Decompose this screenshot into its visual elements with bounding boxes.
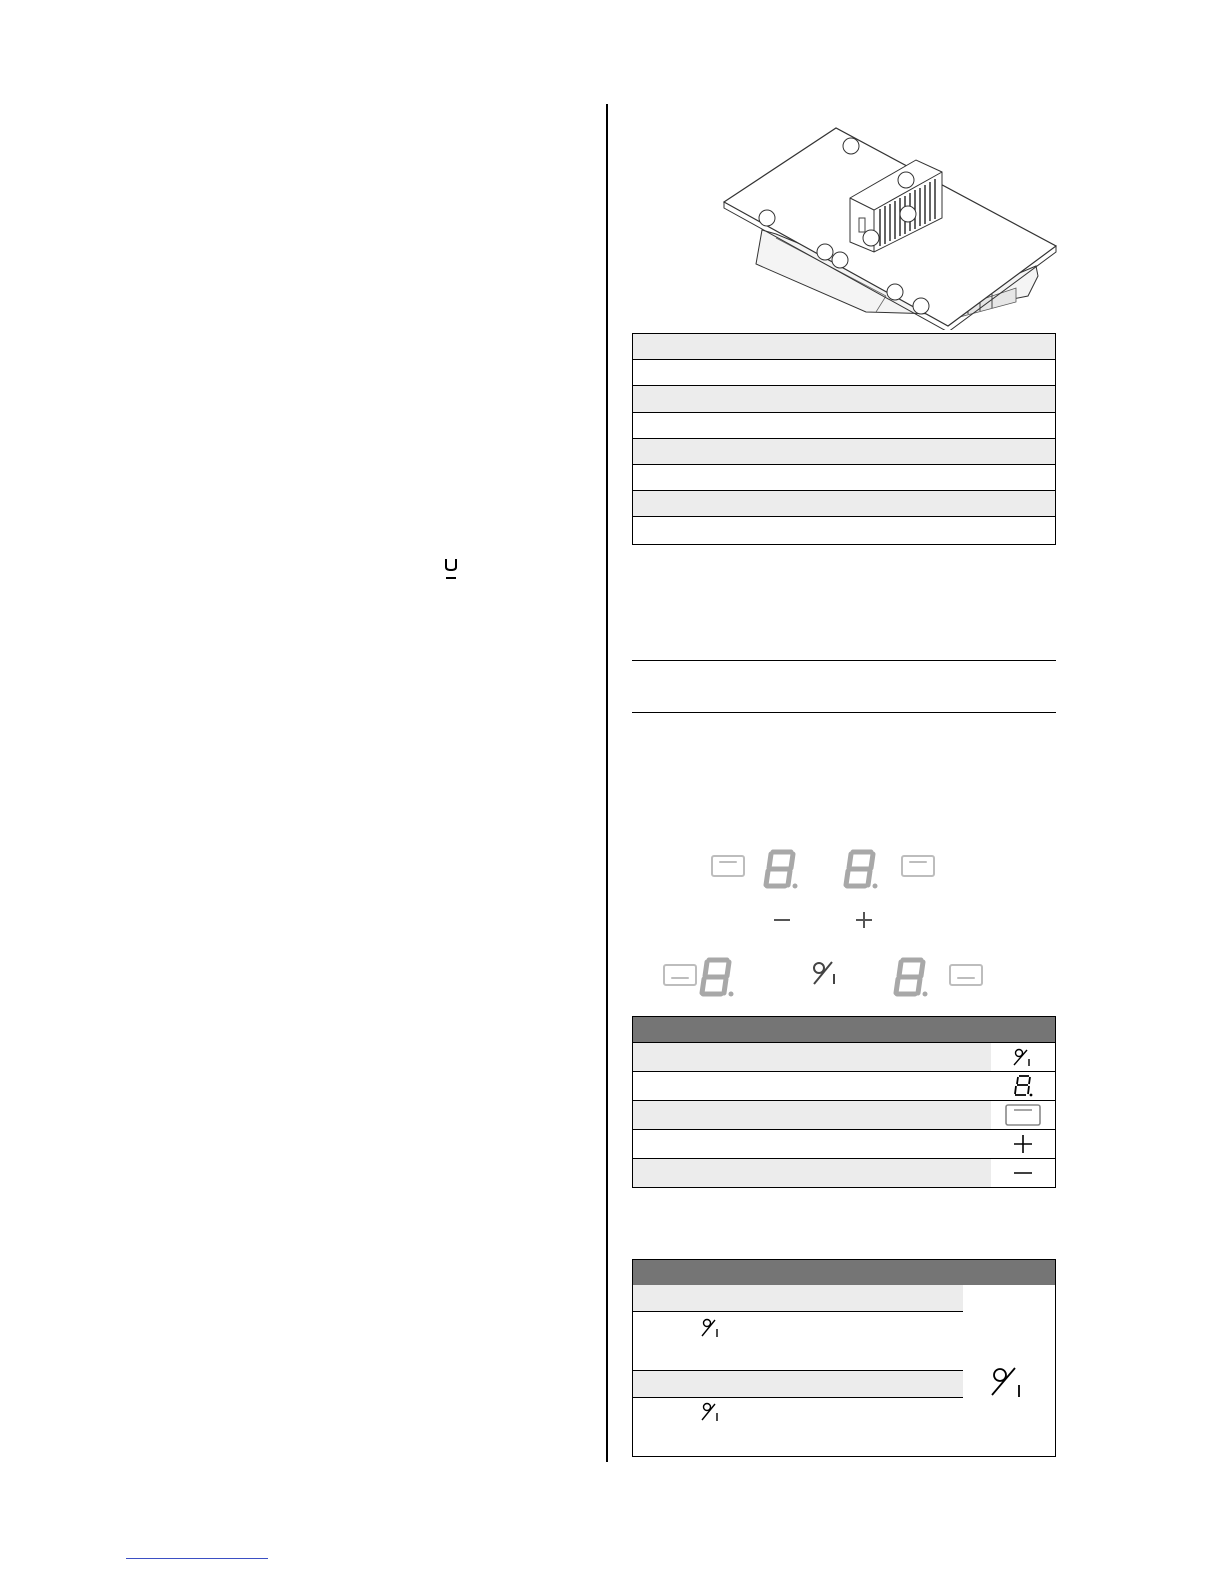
zone-button-icon bbox=[1005, 1104, 1041, 1126]
table-row bbox=[633, 1042, 1055, 1071]
table-row bbox=[633, 517, 1055, 543]
minus-icon bbox=[1012, 1162, 1034, 1184]
table-row bbox=[633, 1158, 1055, 1187]
plus-icon bbox=[1012, 1133, 1034, 1155]
footer-link[interactable] bbox=[126, 1558, 268, 1559]
on-off-table bbox=[632, 1259, 1056, 1457]
power-toggle-icon bbox=[699, 1401, 723, 1423]
table-row bbox=[633, 465, 1055, 491]
table-row bbox=[633, 1071, 1055, 1100]
table-row bbox=[633, 360, 1055, 386]
power-toggle-icon bbox=[699, 1317, 723, 1339]
table-row bbox=[633, 1371, 963, 1398]
table-row bbox=[633, 386, 1055, 412]
table-row bbox=[633, 334, 1055, 360]
seven-segment-digit-icon bbox=[1012, 1074, 1034, 1098]
table-row bbox=[633, 1285, 963, 1312]
table-row bbox=[633, 1129, 1055, 1158]
table-row bbox=[633, 439, 1055, 465]
table-header bbox=[633, 1017, 1055, 1042]
hob-illustration bbox=[716, 126, 1062, 330]
section-rule-top bbox=[632, 660, 1056, 661]
table-row bbox=[633, 1100, 1055, 1129]
control-symbols-table bbox=[632, 1016, 1056, 1188]
control-panel-diagram bbox=[658, 838, 998, 1003]
table-header bbox=[633, 1260, 1055, 1285]
section-rule-bottom bbox=[632, 712, 1056, 713]
column-divider bbox=[606, 104, 608, 1462]
standby-glyph-icon bbox=[444, 556, 458, 582]
parts-table bbox=[632, 333, 1056, 545]
power-toggle-icon bbox=[1011, 1046, 1035, 1068]
table-row bbox=[633, 491, 1055, 517]
table-row bbox=[633, 413, 1055, 439]
power-toggle-icon bbox=[989, 1365, 1025, 1399]
